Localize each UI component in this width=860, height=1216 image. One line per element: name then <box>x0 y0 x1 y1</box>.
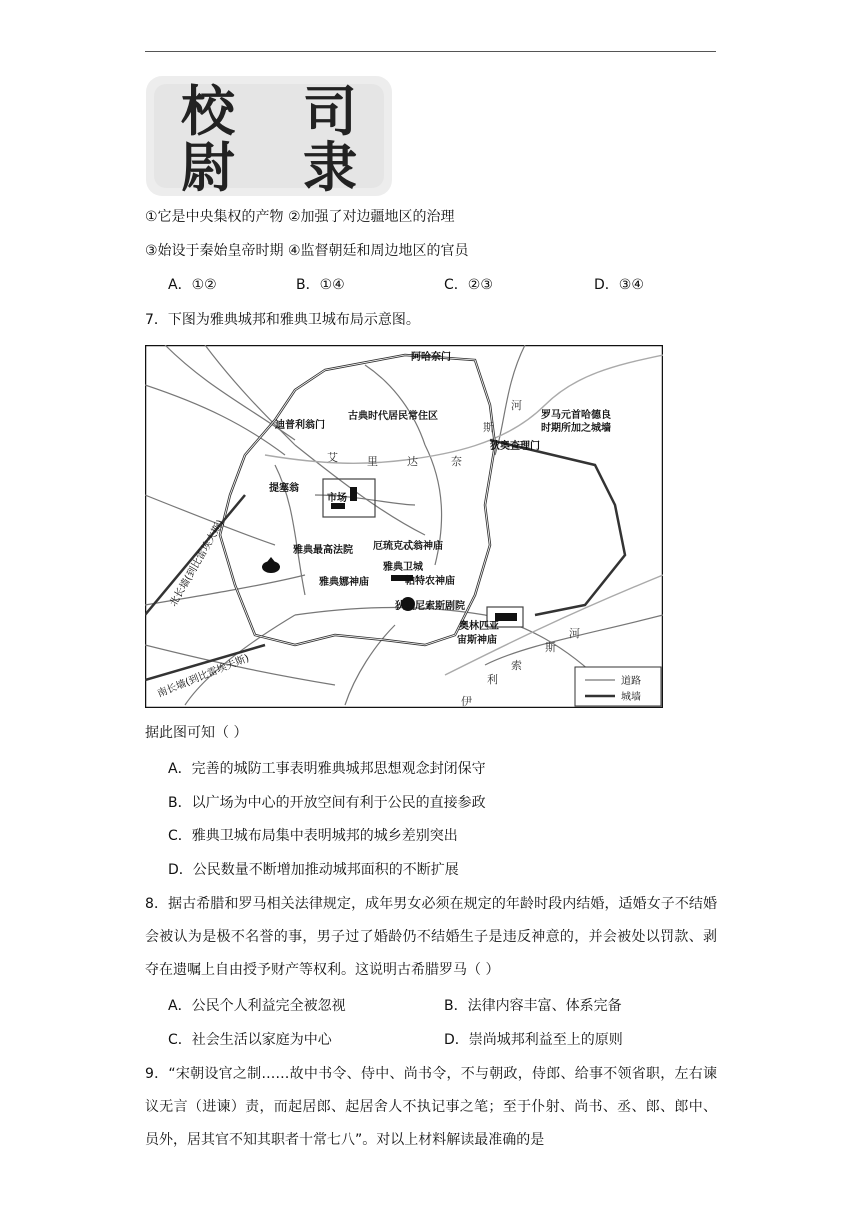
label-river-he-top: 河 <box>511 399 522 412</box>
q8-option-a[interactable]: A．公民个人利益完全被忽视 <box>168 998 346 1014</box>
label-south-long-wall: 南长墙(到比雷埃夫斯) <box>156 652 251 700</box>
label-diochares: 狄奥查理门 <box>490 441 540 452</box>
seal-svg <box>146 76 392 196</box>
athens-map-svg <box>145 345 663 708</box>
label-river-li: 里 <box>367 455 378 468</box>
seal-image <box>146 76 392 196</box>
q6-option-a[interactable]: A．①② <box>168 277 217 293</box>
label-roman-wall-1: 罗马元首哈德良 <box>541 410 611 421</box>
q8-option-d[interactable]: D．崇尚城邦利益至上的原则 <box>444 1032 623 1048</box>
q7-option-b[interactable]: B．以广场为中心的开放空间有利于公民的直接参政 <box>168 795 486 811</box>
legend-road: 道路 <box>621 676 641 687</box>
label-olympieion-1: 奥林匹亚 <box>459 621 499 632</box>
q7-stem: 7．下图为雅典城邦和雅典卫城布局示意图。 <box>145 312 420 328</box>
label-river-si-top: 斯 <box>483 421 494 434</box>
label-river-suo: 索 <box>511 659 522 672</box>
pnyx-hill <box>262 561 280 573</box>
label-agora: 市场 <box>327 493 347 504</box>
q6-statement-2: ③始设于秦始皇帝时期 ④监督朝廷和周边地区的官员 <box>145 243 469 259</box>
q7-prompt: 据此图可知（ ） <box>145 725 248 741</box>
label-eleusinion: 厄琉克忒翁神庙 <box>373 541 443 552</box>
label-river-da: 达 <box>407 455 418 468</box>
q8-option-b[interactable]: B．法律内容丰富、体系完备 <box>444 998 622 1014</box>
q7-option-c[interactable]: C．雅典卫城布局集中表明城邦的城乡差别突出 <box>168 828 458 844</box>
label-acropolis: 雅典卫城 <box>383 562 423 573</box>
q6-statement-1: ①它是中央集权的产物 ②加强了对边疆地区的治理 <box>145 209 455 225</box>
label-river-si-bottom: 斯 <box>545 641 556 654</box>
seal-char-4: 隶 <box>303 136 357 196</box>
q9-stem: 9．“宋朝设官之制……故中书令、侍中、尚书令，不与朝政，侍郎、给事不领省职，左右谏议无言（进谏）责，而起居郎、起居舍人不执记事之笔；至于仆射、尚书、丞、郎、郎中、员外，居其官不知其职者十常七八”。对以上材料解读最准确的是 <box>145 1066 717 1148</box>
label-theatre: 狄奥尼索斯剧院 <box>395 601 465 612</box>
label-river-li-bottom: 利 <box>487 673 498 686</box>
label-roman-wall-2: 时期所加之城墙 <box>541 423 611 434</box>
label-olympieion-2: 宙斯神庙 <box>457 635 497 646</box>
label-north-long-wall: 北长墙(到比雷埃夫斯) <box>168 518 227 609</box>
label-river-he-bottom: 河 <box>569 627 580 640</box>
label-river-ai: 艾 <box>327 451 338 464</box>
q6-option-c[interactable]: C．②③ <box>444 277 493 293</box>
label-river-nai: 奈 <box>451 455 462 468</box>
seal-char-3: 司 <box>303 80 357 143</box>
q8-stem: 8．据古希腊和罗马相关法律规定，成年男女必须在规定的年龄时段内结婚，适婚女子不结婚会被认为是极不名誉的事，男子过了婚龄仍不结婚生子是违反神意的，并会被处以罚款、剥夺在遗嘱上自由授予财产等权利。这说明古希腊罗马（ ） <box>145 896 717 978</box>
header-rule <box>145 51 716 52</box>
q8-option-c[interactable]: C．社会生活以家庭为中心 <box>168 1032 332 1048</box>
label-dipylon: 迪普利翁门 <box>275 420 325 431</box>
label-pnyx: 雅典娜神庙 <box>319 577 369 588</box>
label-river-yi: 伊 <box>461 695 472 708</box>
label-north-gate: 阿哈奈门 <box>411 352 451 363</box>
athens-map <box>145 345 663 708</box>
label-residential: 古典时代居民常住区 <box>348 411 438 422</box>
label-parthenon: 帕特农神庙 <box>405 576 455 587</box>
q7-option-a[interactable]: A．完善的城防工事表明雅典城邦思想观念封闭保守 <box>168 761 486 777</box>
q6-option-d[interactable]: D．③④ <box>594 277 644 293</box>
map-legend <box>575 667 661 706</box>
seal-char-1: 校 <box>181 80 235 143</box>
seal-char-2: 尉 <box>181 136 235 196</box>
legend-wall: 城墙 <box>621 692 641 703</box>
q6-option-b[interactable]: B．①④ <box>296 277 345 293</box>
q7-option-d[interactable]: D．公民数量不断增加推动城邦面积的不断扩展 <box>168 862 459 878</box>
label-areopagus: 雅典最高法院 <box>293 545 353 556</box>
label-kerameikos: 提塞翁 <box>269 483 299 494</box>
